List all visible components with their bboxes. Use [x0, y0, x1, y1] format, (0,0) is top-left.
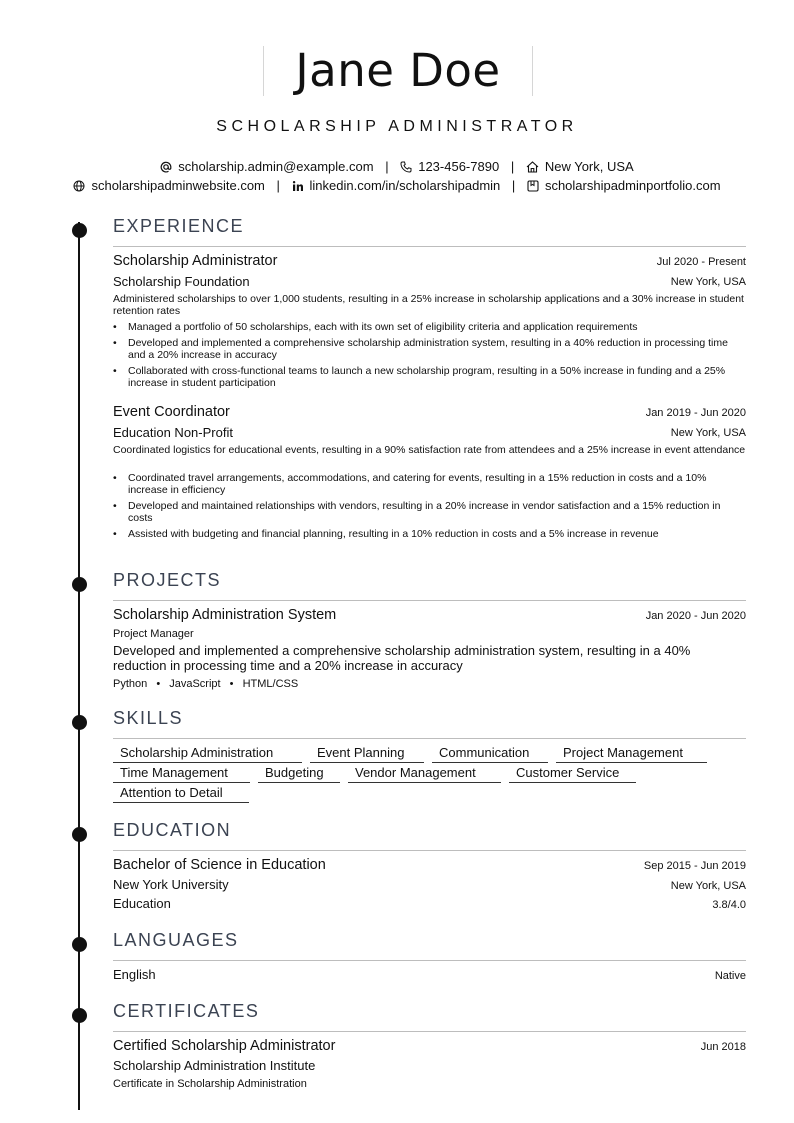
job-title: SCHOLARSHIP ADMINISTRATOR — [216, 118, 578, 135]
skill-tag: Time Management — [113, 764, 250, 783]
job-summary: Administered scholarships to over 1,000 students, resulting in a 25% increase in scholarship applications and a 30% increase in student retention rates — [113, 293, 744, 317]
email-link[interactable]: scholarship.admin@example.com — [178, 159, 374, 174]
portfolio-icon — [527, 180, 539, 192]
job-summary: Coordinated logistics for educational events, resulting in a 90% satisfaction rate from attendees and a 25% increase in event attendance — [113, 444, 746, 456]
section-divider — [113, 850, 746, 851]
section-title-education: EDUCATION — [113, 820, 232, 840]
language-name: English — [113, 967, 156, 982]
section-title-skills: SKILLS — [113, 708, 184, 728]
contact-row-1 — [0, 159, 794, 174]
tech-item: JavaScript — [169, 678, 221, 690]
skill-tag: Attention to Detail — [113, 784, 249, 803]
timeline-dot — [72, 715, 87, 730]
home-icon — [526, 161, 539, 173]
section-divider — [113, 600, 746, 601]
job-role: Scholarship Administrator — [113, 253, 278, 269]
certificate-issuer: Scholarship Administration Institute — [113, 1058, 316, 1073]
section-divider — [113, 960, 746, 961]
section-title-certificates: CERTIFICATES — [113, 1001, 260, 1021]
skill-tag: Project Management — [556, 744, 707, 763]
education-date: Sep 2015 - Jun 2019 — [643, 860, 746, 872]
job-location: New York, USA — [670, 427, 746, 439]
project-role: Project Manager — [113, 628, 194, 640]
website-link[interactable]: scholarshipadminwebsite.com — [91, 178, 265, 193]
school: New York University — [113, 877, 229, 892]
linkedin-link[interactable]: linkedin.com/in/scholarshipadmin — [309, 178, 501, 193]
tech-item: Python — [113, 678, 148, 690]
certificate-date: Jun 2018 — [700, 1041, 746, 1053]
bullet-text: Developed and implemented a comprehensive scholarship administration system, resulting in a 40% reduction in processing time and a 20% increase in accuracy — [128, 337, 728, 361]
field-of-study: Education — [113, 896, 171, 911]
project-name: Scholarship Administration System — [113, 607, 337, 623]
skill-tag: Vendor Management — [348, 764, 501, 783]
section-title-languages: LANGUAGES — [113, 930, 239, 950]
tech-item: HTML/CSS — [242, 678, 299, 690]
at-icon — [160, 161, 172, 173]
bullet-text: Coordinated travel arrangements, accommodations, and catering for events, resulting in a 15% reduction in costs and a 10% increase in efficiency — [128, 472, 707, 496]
job-role: Event Coordinator — [113, 404, 230, 420]
timeline-dot — [72, 827, 87, 842]
tech-separator: • — [229, 678, 234, 690]
bullet-text: Collaborated with cross-functional teams to launch a new scholarship program, resulting in a 50% increase in funding and a 25% increase in student participation — [128, 365, 726, 389]
skill-tag: Event Planning — [310, 744, 424, 763]
certificate-detail: Certificate in Scholarship Administration — [113, 1078, 307, 1090]
job-company: Education Non-Profit — [113, 425, 233, 440]
job-location: New York, USA — [670, 276, 746, 288]
location: New York, USA — [544, 159, 634, 174]
skill-tag: Scholarship Administration — [113, 744, 302, 763]
contact-row-2 — [0, 178, 794, 193]
bullet-text: Managed a portfolio of 50 scholarships, each with its own set of eligibility criteria and application requirements — [128, 321, 638, 333]
section-divider — [113, 246, 746, 247]
portfolio-link[interactable]: scholarshipadminportfolio.com — [544, 178, 721, 193]
globe-icon — [73, 180, 85, 192]
linkedin-icon — [292, 180, 304, 192]
timeline-dot — [72, 937, 87, 952]
bullet-text: Assisted with budgeting and financial planning, resulting in a 10% reduction in costs and a 5% increase in revenue — [128, 528, 659, 540]
separator: | — [276, 178, 280, 193]
education-location: New York, USA — [670, 880, 746, 892]
timeline-line — [78, 222, 80, 1110]
gpa: 3.8/4.0 — [712, 899, 746, 911]
skill-tag: Customer Service — [509, 764, 636, 783]
job-company: Scholarship Foundation — [113, 274, 250, 289]
timeline-dot — [72, 223, 87, 238]
candidate-name: Jane Doe — [295, 44, 501, 97]
phone-icon — [400, 161, 412, 173]
project-tech — [113, 678, 298, 690]
phone-number[interactable]: 123-456-7890 — [418, 159, 500, 174]
separator: | — [385, 159, 389, 174]
name-frame — [263, 46, 533, 96]
section-divider — [113, 738, 746, 739]
section-title-experience: EXPERIENCE — [113, 216, 245, 236]
bullet-text: Developed and maintained relationships with vendors, resulting in a 20% increase in vendor satisfaction and a 15% reduction in costs — [128, 500, 721, 524]
skill-tag: Communication — [432, 744, 548, 763]
timeline-dot — [72, 577, 87, 592]
skill-tag: Budgeting — [258, 764, 340, 783]
degree: Bachelor of Science in Education — [113, 857, 326, 873]
section-divider — [113, 1031, 746, 1032]
separator: | — [510, 159, 515, 174]
language-level: Native — [714, 970, 746, 982]
separator: | — [511, 178, 516, 193]
project-date: Jan 2020 - Jun 2020 — [645, 610, 746, 622]
project-description: Developed and implemented a comprehensive scholarship administration system, resulting in a 40% reduction in processing time and a 20% increase in accuracy — [113, 643, 691, 673]
timeline-dot — [72, 1008, 87, 1023]
certificate-name: Certified Scholarship Administrator — [113, 1038, 336, 1054]
job-date: Jul 2020 - Present — [656, 256, 746, 268]
tech-separator: • — [156, 678, 161, 690]
section-title-projects: PROJECTS — [113, 570, 222, 590]
job-date: Jan 2019 - Jun 2020 — [645, 407, 746, 419]
